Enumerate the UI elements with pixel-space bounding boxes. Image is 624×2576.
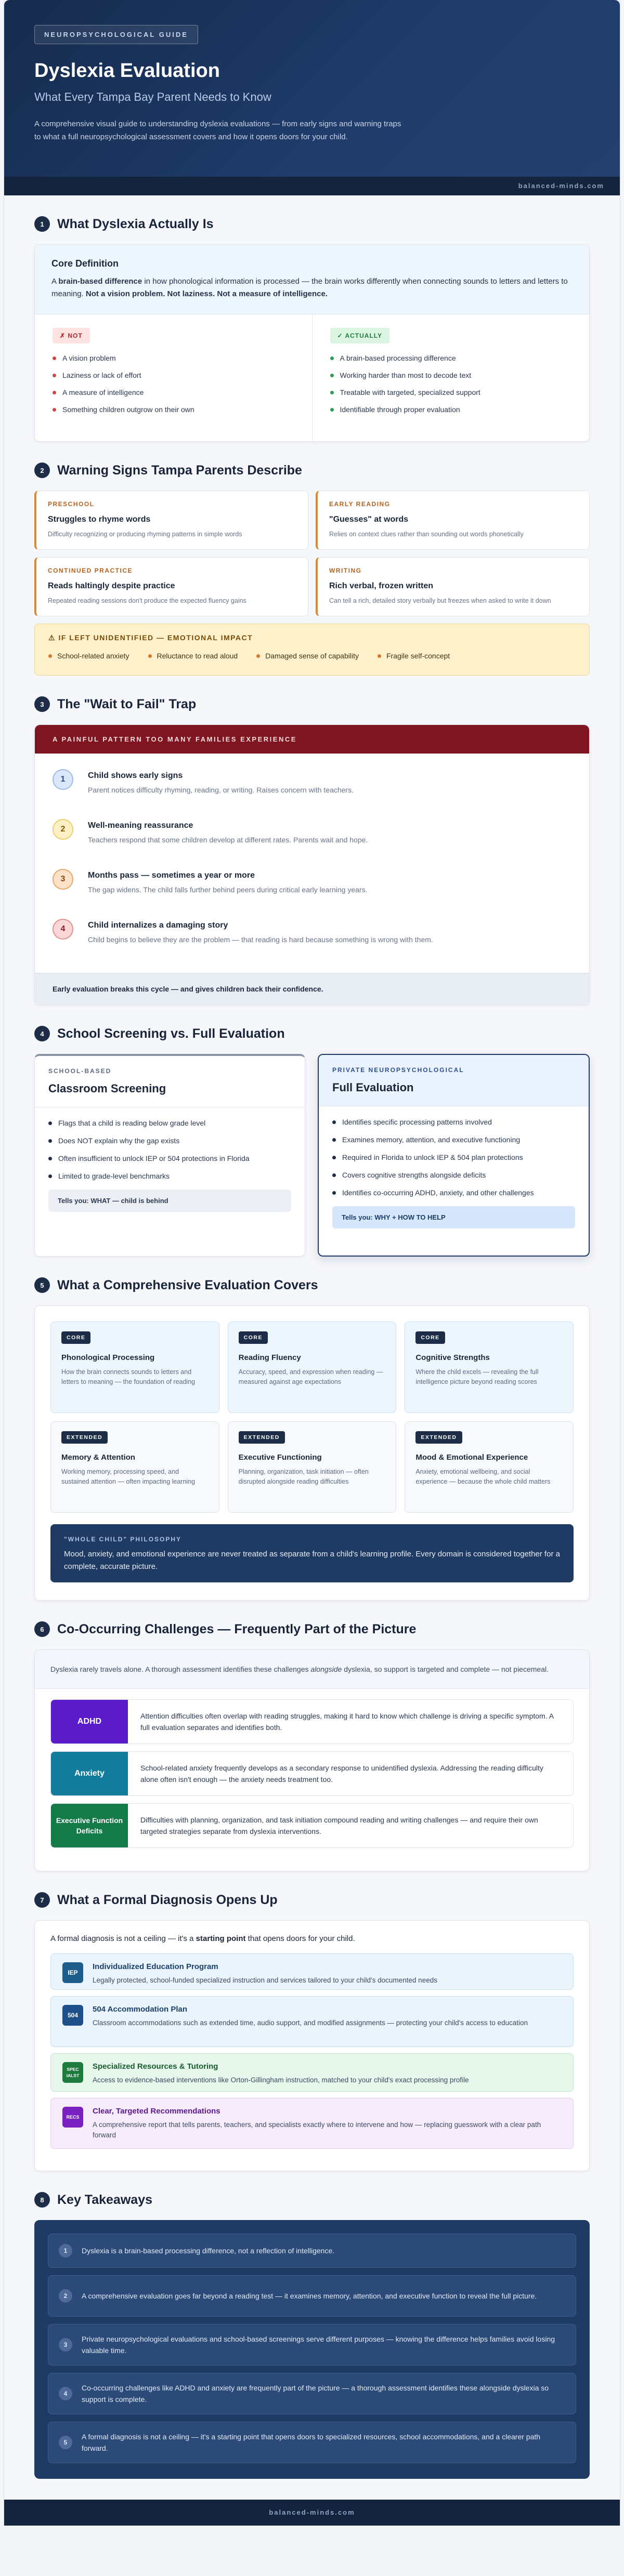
impact-item: Damaged sense of capability: [256, 652, 359, 660]
section-number: 5: [34, 1277, 50, 1293]
list-item: Identifies specific processing patterns involved: [332, 1118, 575, 1126]
recommendations-item: RECS Clear, Targeted Recommendations A comprehensive report that tells parents, teachers, and specialists exactly where to intervene and how — replacing guesswork with a clear path forward: [50, 2098, 574, 2149]
504-item: 504 504 Accommodation Plan Classroom accommodations such as extended time, audio support, and modified assignments — protecting your child's access to education: [50, 1996, 574, 2047]
not-badge: ✗ NOT: [53, 328, 90, 344]
section-title: Warning Signs Tampa Parents Describe: [57, 463, 302, 478]
section-title: What a Formal Diagnosis Opens Up: [57, 1892, 278, 1907]
domain-tile: EXTENDED Mood & Emotional Experience Anxiety, emotional wellbeing, and social experience — because the whole child matters: [405, 1421, 574, 1513]
full-evaluation-card: PRIVATE NEUROPSYCHOLOGICAL Full Evaluation Identifies specific processing patterns involved Examines memory, attention, and executive functioning Required in Florida to unlock IEP & 504 plan protections Covers cognitive strengths alongside deficits Identifies co-occurring ADHD, anxiety, and other challenges Tells you: WHY + HOW TO HELP: [318, 1054, 590, 1257]
domain-tile: CORE Reading Fluency Accuracy, speed, and expression when reading — measured against age expectations: [228, 1322, 397, 1413]
section-number: 7: [34, 1892, 50, 1908]
emotional-impact-callout: [34, 624, 590, 676]
warning-sign-card: EARLY READING "Guesses" at words Relies on context clues rather than sounding out words phonetically: [316, 491, 590, 550]
takeaway-item: 3 Private neuropsychological evaluations and school-based screenings serve different purposes — knowing the difference helps families avoid losing valuable time.: [48, 2324, 576, 2366]
section-evaluation-covers: [4, 1257, 620, 1601]
cycle-callout: Early evaluation breaks this cycle — and gives children back their confidence.: [35, 973, 589, 1005]
school-screening-card: SCHOOL-BASED Classroom Screening Flags that a child is reading below grade level Does NOT explain why the gap exists Often insufficient to unlock IEP or 504 protections in Florida Limited to grade-level benchmarks Tells you: WHAT — child is behind: [34, 1054, 305, 1257]
recs-icon: RECS: [62, 2107, 83, 2128]
diagnosis-card: [34, 1920, 590, 2171]
list-item: Working harder than most to decode text: [330, 371, 572, 379]
diagnosis-intro: A formal diagnosis is not a ceiling — it's a starting point that opens doors for your child.: [50, 1934, 355, 1943]
section-title: Co-Occurring Challenges — Frequently Part of the Picture: [57, 1621, 417, 1636]
page-footer: [4, 2500, 620, 2526]
evaluation-domains-card: [34, 1305, 590, 1601]
section-number: 6: [34, 1621, 50, 1637]
wait-to-fail-card: [34, 724, 590, 1005]
definition-title: Core Definition: [51, 258, 119, 269]
section-screening-vs-evaluation: [4, 1005, 620, 1257]
not-column: [35, 314, 312, 441]
section-number: 3: [34, 696, 50, 712]
pattern-banner: A PAINFUL PATTERN TOO MANY FAMILIES EXPERIENCE: [35, 725, 589, 754]
list-item: Treatable with targeted, specialized support: [330, 388, 572, 397]
impact-item: School-related anxiety: [48, 652, 129, 660]
list-item: Covers cognitive strengths alongside deficits: [332, 1171, 575, 1179]
domain-tile: CORE Cognitive Strengths Where the child excels — revealing the full intelligence picture beyond reading scores: [405, 1322, 574, 1413]
list-item: Examines memory, attention, and executive functioning: [332, 1135, 575, 1144]
impact-item: Fragile self-concept: [378, 652, 450, 660]
section-wait-to-fail: [4, 676, 620, 1005]
challenge-row: ADHD Attention difficulties often overlap with reading struggles, making it hard to know which challenge is driving a specific symptom. A full evaluation separates and identifies both.: [50, 1699, 574, 1744]
section-number: 2: [34, 463, 50, 478]
footer-site-link[interactable]: balanced-minds.com: [269, 2508, 355, 2516]
section-title: Key Takeaways: [57, 2192, 152, 2207]
timeline-step: 2 Well-meaning reassurance Teachers respond that some children develop at different rates. Parents wait and hope.: [53, 819, 571, 869]
list-item: A vision problem: [53, 354, 294, 362]
warning-sign-card: CONTINUED PRACTICE Reads haltingly despite practice Repeated reading sessions don't produce the expected fluency gains: [34, 557, 308, 616]
list-item: Often insufficient to unlock IEP or 504 protections in Florida: [48, 1154, 291, 1162]
impact-item: Reluctance to read aloud: [148, 652, 238, 660]
list-item: A brain-based processing difference: [330, 354, 572, 362]
iep-icon: IEP: [62, 1962, 83, 1983]
warning-sign-card: WRITING Rich verbal, frozen written Can tell a rich, detailed story verbally but freezes when asked to write it down: [316, 557, 590, 616]
section-what-dyslexia-is: [4, 195, 620, 442]
site-link[interactable]: balanced-minds.com: [518, 182, 604, 190]
domain-tile: CORE Phonological Processing How the brain connects sounds to letters and letters to meaning — the foundation of reading: [50, 1322, 219, 1413]
list-item: A measure of intelligence: [53, 388, 294, 397]
section-number: 8: [34, 2192, 50, 2208]
whole-child-callout: "WHOLE CHILD" PHILOSOPHY Mood, anxiety, and emotional experience are never treated as separate from a child's learning profile. Every domain is considered together for a complete, accurate picture.: [50, 1524, 574, 1582]
list-item: Required in Florida to unlock IEP & 504 plan protections: [332, 1153, 575, 1161]
specialist-item: SPEC IALST Specialized Resources & Tutoring Access to evidence-based interventions like Orton-Gillingham instruction, matched to your child's exact processing profile: [50, 2053, 574, 2092]
section-number: 4: [34, 1026, 50, 1041]
page-subtitle: What Every Tampa Bay Parent Needs to Know: [34, 90, 271, 103]
takeaways-panel: [34, 2220, 590, 2479]
specialist-icon: SPEC IALST: [62, 2062, 83, 2083]
domain-tile: EXTENDED Memory & Attention Working memory, processing speed, and sustained attention — often impacting learning: [50, 1421, 219, 1513]
list-item: Identifiable through proper evaluation: [330, 405, 572, 414]
page: [4, 0, 620, 2526]
section-title: School Screening vs. Full Evaluation: [57, 1026, 285, 1041]
section-key-takeaways: [4, 2171, 620, 2479]
tells-you-box: Tells you: WHY + HOW TO HELP: [332, 1206, 575, 1228]
definition-card: [34, 244, 590, 442]
list-item: Limited to grade-level benchmarks: [48, 1172, 291, 1180]
section-diagnosis-opens: [4, 1871, 620, 2171]
list-item: Laziness or lack of effort: [53, 371, 294, 379]
actually-column: [312, 314, 590, 441]
list-item: Identifies co-occurring ADHD, anxiety, and other challenges: [332, 1188, 575, 1197]
tells-you-box: Tells you: WHAT — child is behind: [48, 1190, 291, 1212]
impact-title: ⚠ IF LEFT UNIDENTIFIED — EMOTIONAL IMPACT: [48, 633, 253, 642]
co-occurring-card: [34, 1649, 590, 1871]
takeaway-item: 2 A comprehensive evaluation goes far beyond a reading test — it examines memory, attention, and executive function to reveal the full picture.: [48, 2275, 576, 2317]
list-item: Does NOT explain why the gap exists: [48, 1137, 291, 1145]
iep-item: IEP Individualized Education Program Legally protected, school-funded specialized instruction and services tailored to your child's documented needs: [50, 1953, 574, 1990]
section-warning-signs: [4, 442, 620, 676]
actually-badge: ✓ ACTUALLY: [330, 328, 390, 344]
definition-text: A brain-based difference in how phonological information is processed — the brain works differently when connecting sounds to letters and letters to meaning. Not a vision problem. Not laziness. Not a measure of intelligence.: [51, 277, 568, 298]
section-title: What a Comprehensive Evaluation Covers: [57, 1277, 318, 1292]
section-number: 1: [34, 216, 50, 232]
timeline-step: 1 Child shows early signs Parent notices difficulty rhyming, reading, or writing. Raises concern with teachers.: [53, 769, 571, 819]
challenge-row: Executive Function Deficits Difficulties with planning, organization, and task initiation compound reading and writing challenges — and require their own targeted strategies separate from dyslexia interventions.: [50, 1803, 574, 1848]
domain-tile: EXTENDED Executive Functioning Planning, organization, task initiation — often disrupted alongside reading difficulties: [228, 1421, 397, 1513]
section-title: What Dyslexia Actually Is: [57, 216, 214, 231]
warning-sign-card: PRESCHOOL Struggles to rhyme words Difficulty recognizing or producing rhyming patterns in simple words: [34, 491, 308, 550]
timeline-step: 3 Months pass — sometimes a year or more The gap widens. The child falls further behind peers during critical early learning years.: [53, 869, 571, 919]
section-co-occurring: [4, 1601, 620, 1871]
hero-kicker: NEUROPSYCHOLOGICAL GUIDE: [34, 25, 198, 44]
list-item: Flags that a child is reading below grade level: [48, 1119, 291, 1127]
takeaway-item: 5 A formal diagnosis is not a ceiling — it's a starting point that opens doors to specialized resources, school accommodations, and a clearer path forward.: [48, 2422, 576, 2463]
challenge-row: Anxiety School-related anxiety frequently develops as a secondary response to unidentified dyslexia. Addressing the reading difficulty alone often isn't enough — the anxiety needs treatment too.: [50, 1751, 574, 1796]
hero-header: [4, 0, 620, 177]
co-occurring-intro: Dyslexia rarely travels alone. A thorough assessment identifies these challenges alongside dyslexia, so support is targeted and complete — not piecemeal.: [35, 1650, 589, 1689]
504-icon: 504: [62, 2005, 83, 2026]
hero-site-bar: [4, 177, 620, 195]
section-title: The "Wait to Fail" Trap: [57, 696, 197, 711]
takeaway-item: 4 Co-occurring challenges like ADHD and anxiety are frequently part of the picture — a thorough assessment identifies these alongside dyslexia so support is complete.: [48, 2373, 576, 2414]
hero-description: A comprehensive visual guide to understanding dyslexia evaluations — from early signs and warning traps to what a full neuropsychological assessment covers and how it opens doors for your child.: [34, 120, 401, 141]
timeline-step: 4 Child internalizes a damaging story Child begins to believe they are the problem — that reading is hard because something is wrong with them.: [53, 919, 571, 969]
page-title: Dyslexia Evaluation: [34, 60, 220, 82]
list-item: Something children outgrow on their own: [53, 405, 294, 414]
takeaway-item: 1 Dyslexia is a brain-based processing difference, not a reflection of intelligence.: [48, 2234, 576, 2268]
